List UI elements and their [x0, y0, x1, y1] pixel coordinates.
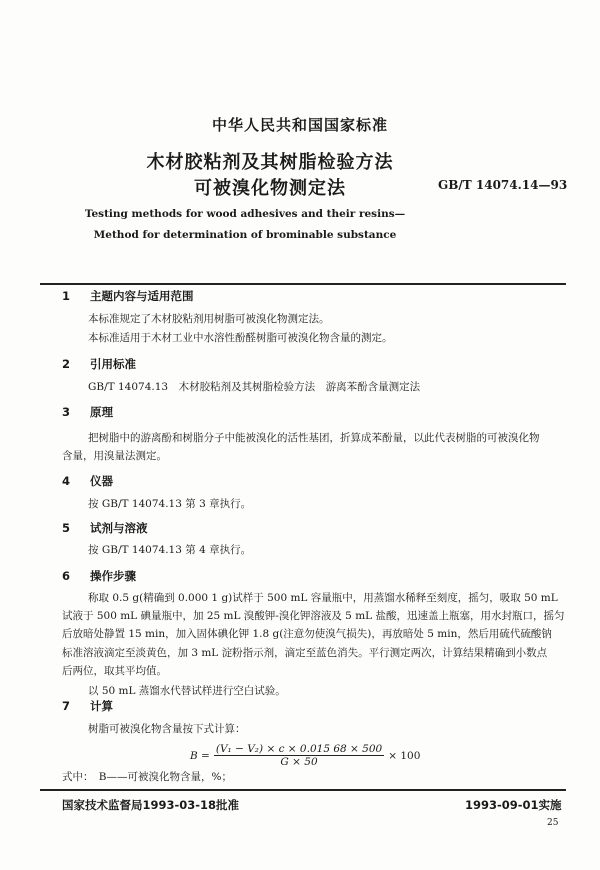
paragraph: 后两位，取其平均值。 [62, 665, 167, 677]
formula [190, 743, 420, 768]
paragraph: GB/T 14074.13 木材胶粘剂及其树脂检验方法 游离苯酚含量测定法 [88, 381, 421, 393]
formula-tail: × 100 [388, 749, 421, 762]
section-5-heading [62, 520, 148, 536]
paragraph: 本标准规定了木材胶粘剂用树脂可被溴化物测定法。 [88, 313, 330, 325]
formula-denominator: G × 50 [280, 756, 318, 768]
paragraph: 标准溶液滴定至淡黄色，加 3 mL 淀粉指示剂，滴定至蓝色消失。平行测定两次，计算结果精确到小数点 [62, 647, 548, 659]
section-title: 操作步骤 [90, 569, 136, 583]
paragraph: 后放暗处静置 15 min，加入固体碘化钾 1.8 g(注意勿使溴气损失)，再放暗处 5 min，然后用硫代硫酸钠 [62, 628, 552, 640]
section-number: 4 [62, 474, 71, 488]
section-7-heading [62, 698, 113, 714]
formula-lhs: B = [190, 749, 210, 762]
section-title: 主题内容与适用范围 [90, 289, 194, 303]
section-number: 6 [62, 569, 71, 583]
paragraph: 本标准适用于木材工业中水溶性酚醛树脂可被溴化物含量的测定。 [88, 332, 393, 344]
section-number: 3 [62, 405, 71, 419]
section-6-heading [62, 568, 136, 584]
page-number: 25 [547, 818, 559, 828]
title-cn-line2: 可被溴化物测定法 [194, 178, 346, 199]
title-cn-line1: 木材胶粘剂及其树脂检验方法 [146, 152, 394, 173]
paragraph: 把树脂中的游离酚和树脂分子中能被溴化的活性基团，折算成苯酚量，以此代表树脂的可被溴化物 [88, 432, 540, 444]
section-title: 试剂与溶液 [90, 521, 148, 535]
section-title: 计算 [90, 699, 113, 713]
paragraph: 按 GB/T 14074.13 第 3 章执行。 [88, 498, 252, 510]
paragraph: 以 50 mL 蒸馏水代替试样进行空白试验。 [88, 685, 286, 697]
document-header: 中华人民共和国国家标准 [211, 116, 388, 134]
title-en-line1: Testing methods for wood adhesives and their resins— [84, 208, 406, 220]
effective-date: 1993-09-01实施 [465, 798, 562, 812]
section-title: 原理 [90, 405, 113, 419]
formula-where: 式中： B——可被溴化物含量，%； [62, 771, 232, 783]
section-4-heading [62, 473, 113, 489]
section-title: 仪器 [90, 474, 113, 488]
paragraph: 试液于 500 mL 碘量瓶中，加 25 mL 溴酸钾-溴化钾溶液及 5 mL 盐酸，迅速盖上瓶塞，用水封瓶口，摇匀 [62, 610, 565, 622]
section-2-heading [62, 356, 136, 372]
standard-number: GB/T 14074.14—93 [438, 178, 568, 192]
section-number: 7 [62, 699, 71, 713]
section-title: 引用标准 [90, 357, 136, 371]
formula-numerator: (V₁ − V₂) × c × 0.015 68 × 500 [215, 743, 383, 755]
approval-date: 国家技术监督局1993-03-18批准 [62, 798, 240, 812]
paragraph: 称取 0.5 g(精确到 0.000 1 g)试样于 500 mL 容量瓶中，用蒸馏水稀释至刻度，摇匀，吸取 50 mL [88, 592, 558, 604]
paragraph: 含量，用溴量法测定。 [62, 450, 167, 462]
formula-fraction [214, 743, 384, 768]
section-number: 1 [62, 289, 71, 303]
paragraph: 树脂可被溴化物含量按下式计算： [88, 723, 246, 735]
top-divider [40, 283, 566, 285]
section-3-heading [62, 404, 113, 420]
section-number: 5 [62, 521, 71, 535]
section-1-heading [62, 288, 194, 304]
title-en-line2: Method for determination of brominable substance [93, 229, 397, 241]
footer-divider [40, 789, 566, 791]
paragraph: 按 GB/T 14074.13 第 4 章执行。 [88, 544, 252, 556]
section-number: 2 [62, 357, 71, 371]
